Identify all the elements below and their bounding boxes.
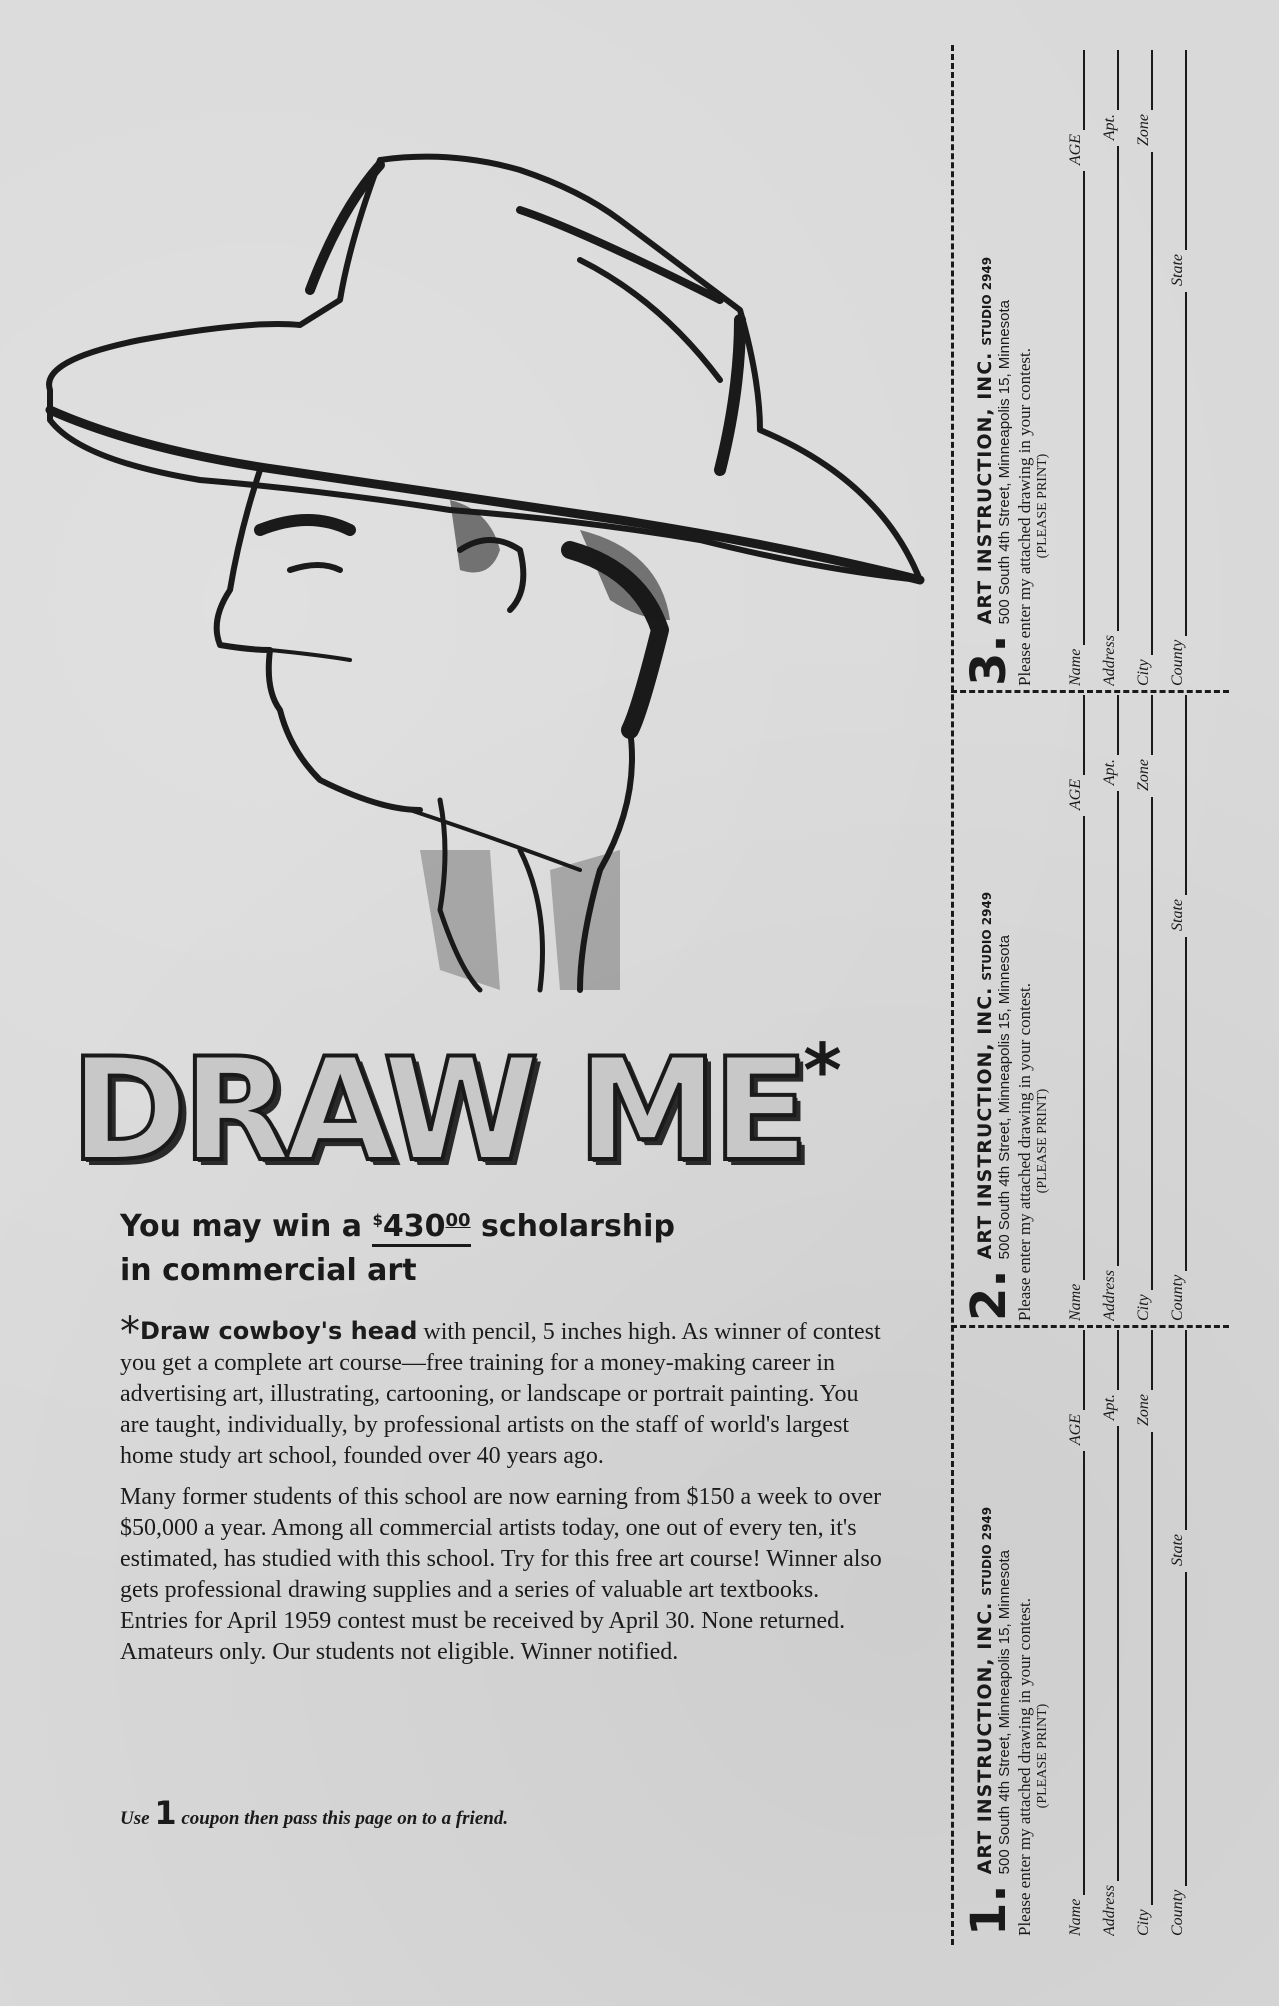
lead-rest: with pencil, 5 inches high. — [417, 1319, 677, 1345]
county-field[interactable] — [1153, 695, 1187, 1321]
age-label: AGE — [1067, 1414, 1084, 1446]
footer-post: coupon then pass this page on to a friend. — [176, 1808, 509, 1829]
entry-instruction: Please enter my attached drawing in your contest. — [1015, 1598, 1034, 1936]
company-address: 500 South 4th Street, Minneapolis 15, Minnesota — [996, 934, 1013, 1260]
paragraph-2: Many former students of this school are now earning from $150 a week to over $50,000 a year. Among all commercial artists today, one out of every ten, it's estimated, has studied with this school. Try for this free art course! Winner also gets professional drawing supplies and a series of valuable art textbooks. Entries for April 1959 contest must be received by April 30. None returned. Amateurs only. Our students not eligible. Winner notified. — [120, 1484, 882, 1665]
footer-num: 1 — [154, 1794, 177, 1832]
prize-amount — [372, 1209, 470, 1247]
apt-label: Apt. — [1101, 1394, 1118, 1421]
ad-body — [120, 1309, 890, 1678]
company-address: 500 South 4th Street, Minneapolis 15, Minnesota — [996, 299, 1013, 625]
zone-label: Zone — [1135, 114, 1152, 146]
state-label: State — [1169, 1534, 1186, 1566]
coupon-number: 3. — [961, 634, 1017, 686]
city-label: City — [1135, 659, 1152, 686]
name-label: Name — [1067, 1898, 1084, 1936]
studio-code: STUDIO 2949 — [980, 1506, 994, 1596]
print-note: (PLEASE PRINT) — [1035, 1088, 1050, 1194]
coupon-3[interactable] — [955, 50, 1227, 686]
entry-instruction: Please enter my attached drawing in your contest. — [1015, 348, 1034, 686]
name-label: Name — [1067, 1283, 1084, 1321]
subhead-line2: in commercial art — [120, 1253, 417, 1288]
city-label: City — [1135, 1294, 1152, 1321]
prize-value: 430 — [382, 1209, 446, 1244]
coupon-number: 2. — [961, 1269, 1017, 1321]
address-field[interactable] — [1085, 1330, 1119, 1936]
coupon-2[interactable] — [955, 695, 1227, 1321]
draw-me-headline — [70, 1028, 842, 1193]
prize-dollar: $ — [372, 1211, 383, 1229]
address-field[interactable] — [1085, 50, 1119, 686]
coupon-divider — [951, 1325, 1229, 1328]
company-name: ART INSTRUCTION, INC. — [974, 351, 996, 625]
state-label: State — [1169, 899, 1186, 931]
address-label: Address — [1101, 1270, 1118, 1321]
coupon-cut-line — [951, 45, 954, 1945]
studio-code: STUDIO 2949 — [980, 891, 994, 981]
county-field[interactable] — [1153, 50, 1187, 686]
county-label: County — [1169, 1889, 1186, 1936]
county-label: County — [1169, 1274, 1186, 1321]
coupon-number: 1. — [961, 1884, 1017, 1936]
coupon-divider — [951, 690, 1229, 693]
print-note: (PLEASE PRINT) — [1035, 453, 1050, 559]
headline-text: DRAW ME — [70, 1028, 804, 1193]
entry-instruction: Please enter my attached drawing in your contest. — [1015, 983, 1034, 1321]
name-field[interactable] — [1051, 695, 1085, 1321]
coupon-1[interactable] — [955, 1330, 1227, 1936]
name-field[interactable] — [1051, 50, 1085, 686]
subhead-post: scholarship — [470, 1209, 675, 1244]
company-name: ART INSTRUCTION, INC. — [974, 986, 996, 1260]
county-label: County — [1169, 639, 1186, 686]
studio-code: STUDIO 2949 — [980, 256, 994, 346]
subhead-pre: You may win a — [120, 1209, 373, 1244]
name-label: Name — [1067, 648, 1084, 686]
age-label: AGE — [1067, 779, 1084, 811]
age-label: AGE — [1067, 134, 1084, 166]
scholarship-subhead — [120, 1198, 880, 1293]
footer-pre: Use — [120, 1808, 155, 1829]
state-label: State — [1169, 254, 1186, 286]
zone-label: Zone — [1135, 759, 1152, 791]
print-note: (PLEASE PRINT) — [1035, 1703, 1050, 1809]
city-field[interactable] — [1119, 50, 1153, 686]
cowboy-head-illustration — [20, 150, 930, 1010]
lead-paragraph — [120, 1309, 890, 1472]
paragraph-1: As winner of contest you get a complete art course—free training for a money-making career in advertising art, illustrating, cartooning, or landscape or portrait painting. You are taught, individually, by professional artists on the staff of world's largest home study art school, founded over 40 years ago. — [120, 1319, 881, 1469]
headline-asterisk: * — [803, 1028, 842, 1114]
lead-bold: Draw cowboy's head — [140, 1317, 418, 1345]
city-field[interactable] — [1119, 695, 1153, 1321]
address-field[interactable] — [1085, 695, 1119, 1321]
apt-label: Apt. — [1101, 759, 1118, 786]
name-field[interactable] — [1051, 1330, 1085, 1936]
address-label: Address — [1101, 1885, 1118, 1936]
county-field[interactable] — [1153, 1330, 1187, 1936]
company-address: 500 South 4th Street, Minneapolis 15, Minnesota — [996, 1549, 1013, 1875]
company-name: ART INSTRUCTION, INC. — [974, 1601, 996, 1875]
zone-label: Zone — [1135, 1394, 1152, 1426]
apt-label: Apt. — [1101, 114, 1118, 141]
address-label: Address — [1101, 635, 1118, 686]
city-label: City — [1135, 1909, 1152, 1936]
lead-asterisk: * — [120, 1309, 140, 1355]
city-field[interactable] — [1119, 1330, 1153, 1936]
coupon-footer-note — [120, 1794, 508, 1832]
prize-cents: 00 — [445, 1210, 471, 1231]
